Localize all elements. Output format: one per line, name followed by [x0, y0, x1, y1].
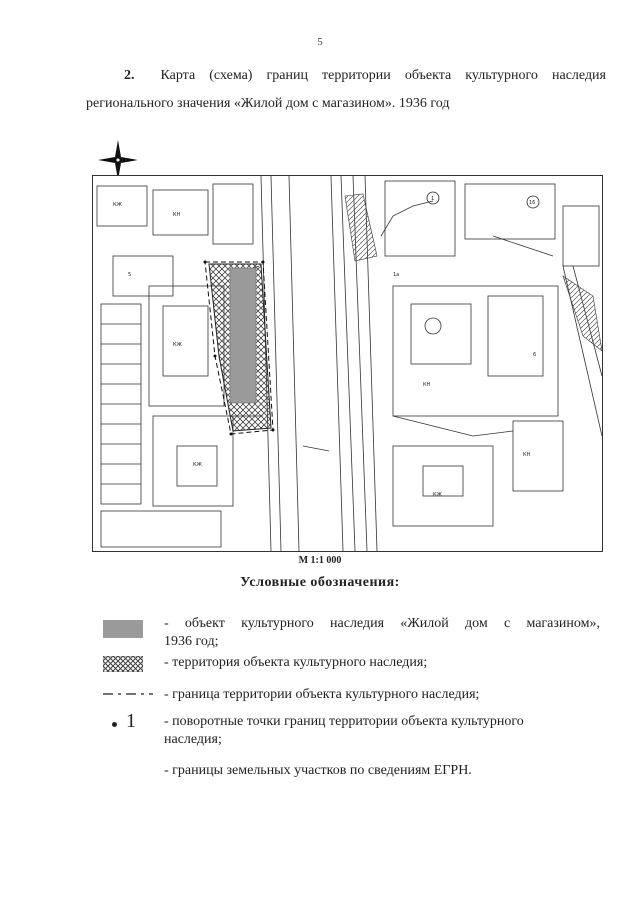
map-drawing — [93, 176, 602, 551]
territory-swatch — [103, 656, 143, 672]
heading-line-1: Карта (схема) границ территории объекта культурного наследия — [160, 68, 606, 83]
map-label: КЖ — [173, 342, 182, 348]
legend-text: - объект культурного наследия «Жилой дом с магазином», — [164, 616, 600, 631]
legend-item-territory: - территория объекта культурного наследия; — [164, 655, 428, 670]
legend-item-turning-points — [164, 713, 600, 749]
map-label: КЖ — [433, 492, 442, 498]
map-label: КН — [523, 452, 531, 458]
point-marker-icon — [112, 722, 117, 727]
map-label: КН — [423, 382, 431, 388]
legend-text: 1936 год; — [164, 634, 219, 649]
section-number: 2. — [124, 68, 135, 83]
legend-title: Условные обозначения: — [240, 575, 400, 590]
legend-item-boundary: - граница территории объекта культурного наследия; — [164, 687, 480, 702]
legend-text: - поворотные точки границ территории объекта культурного — [164, 714, 524, 729]
map-label: 6 — [533, 352, 537, 358]
map-scale: М 1:1 000 — [298, 555, 342, 566]
turning-point-swatch — [108, 710, 148, 738]
legend-text: наследия; — [164, 732, 222, 747]
legend-item-land-plots: - границы земельных участков по сведениям ЕГРН. — [164, 763, 472, 778]
boundary-line-swatch — [103, 688, 153, 700]
legend-item-object — [164, 615, 600, 651]
point-label: 1 — [126, 710, 136, 732]
map-label: КН — [173, 212, 181, 218]
page-number: 5 — [317, 36, 323, 48]
map-label: КЖ — [113, 202, 122, 208]
object-swatch — [103, 620, 143, 638]
heading-line-2: регионального значения «Жилой дом с магазином». 1936 год — [86, 96, 450, 111]
map-label: 16 — [529, 200, 536, 206]
map-label: КЖ — [193, 462, 202, 468]
cadastral-map — [92, 175, 603, 552]
section-heading — [86, 62, 606, 118]
map-label: 1а — [393, 272, 400, 278]
map-label: 1 — [431, 196, 435, 202]
map-label: 5 — [128, 272, 132, 278]
